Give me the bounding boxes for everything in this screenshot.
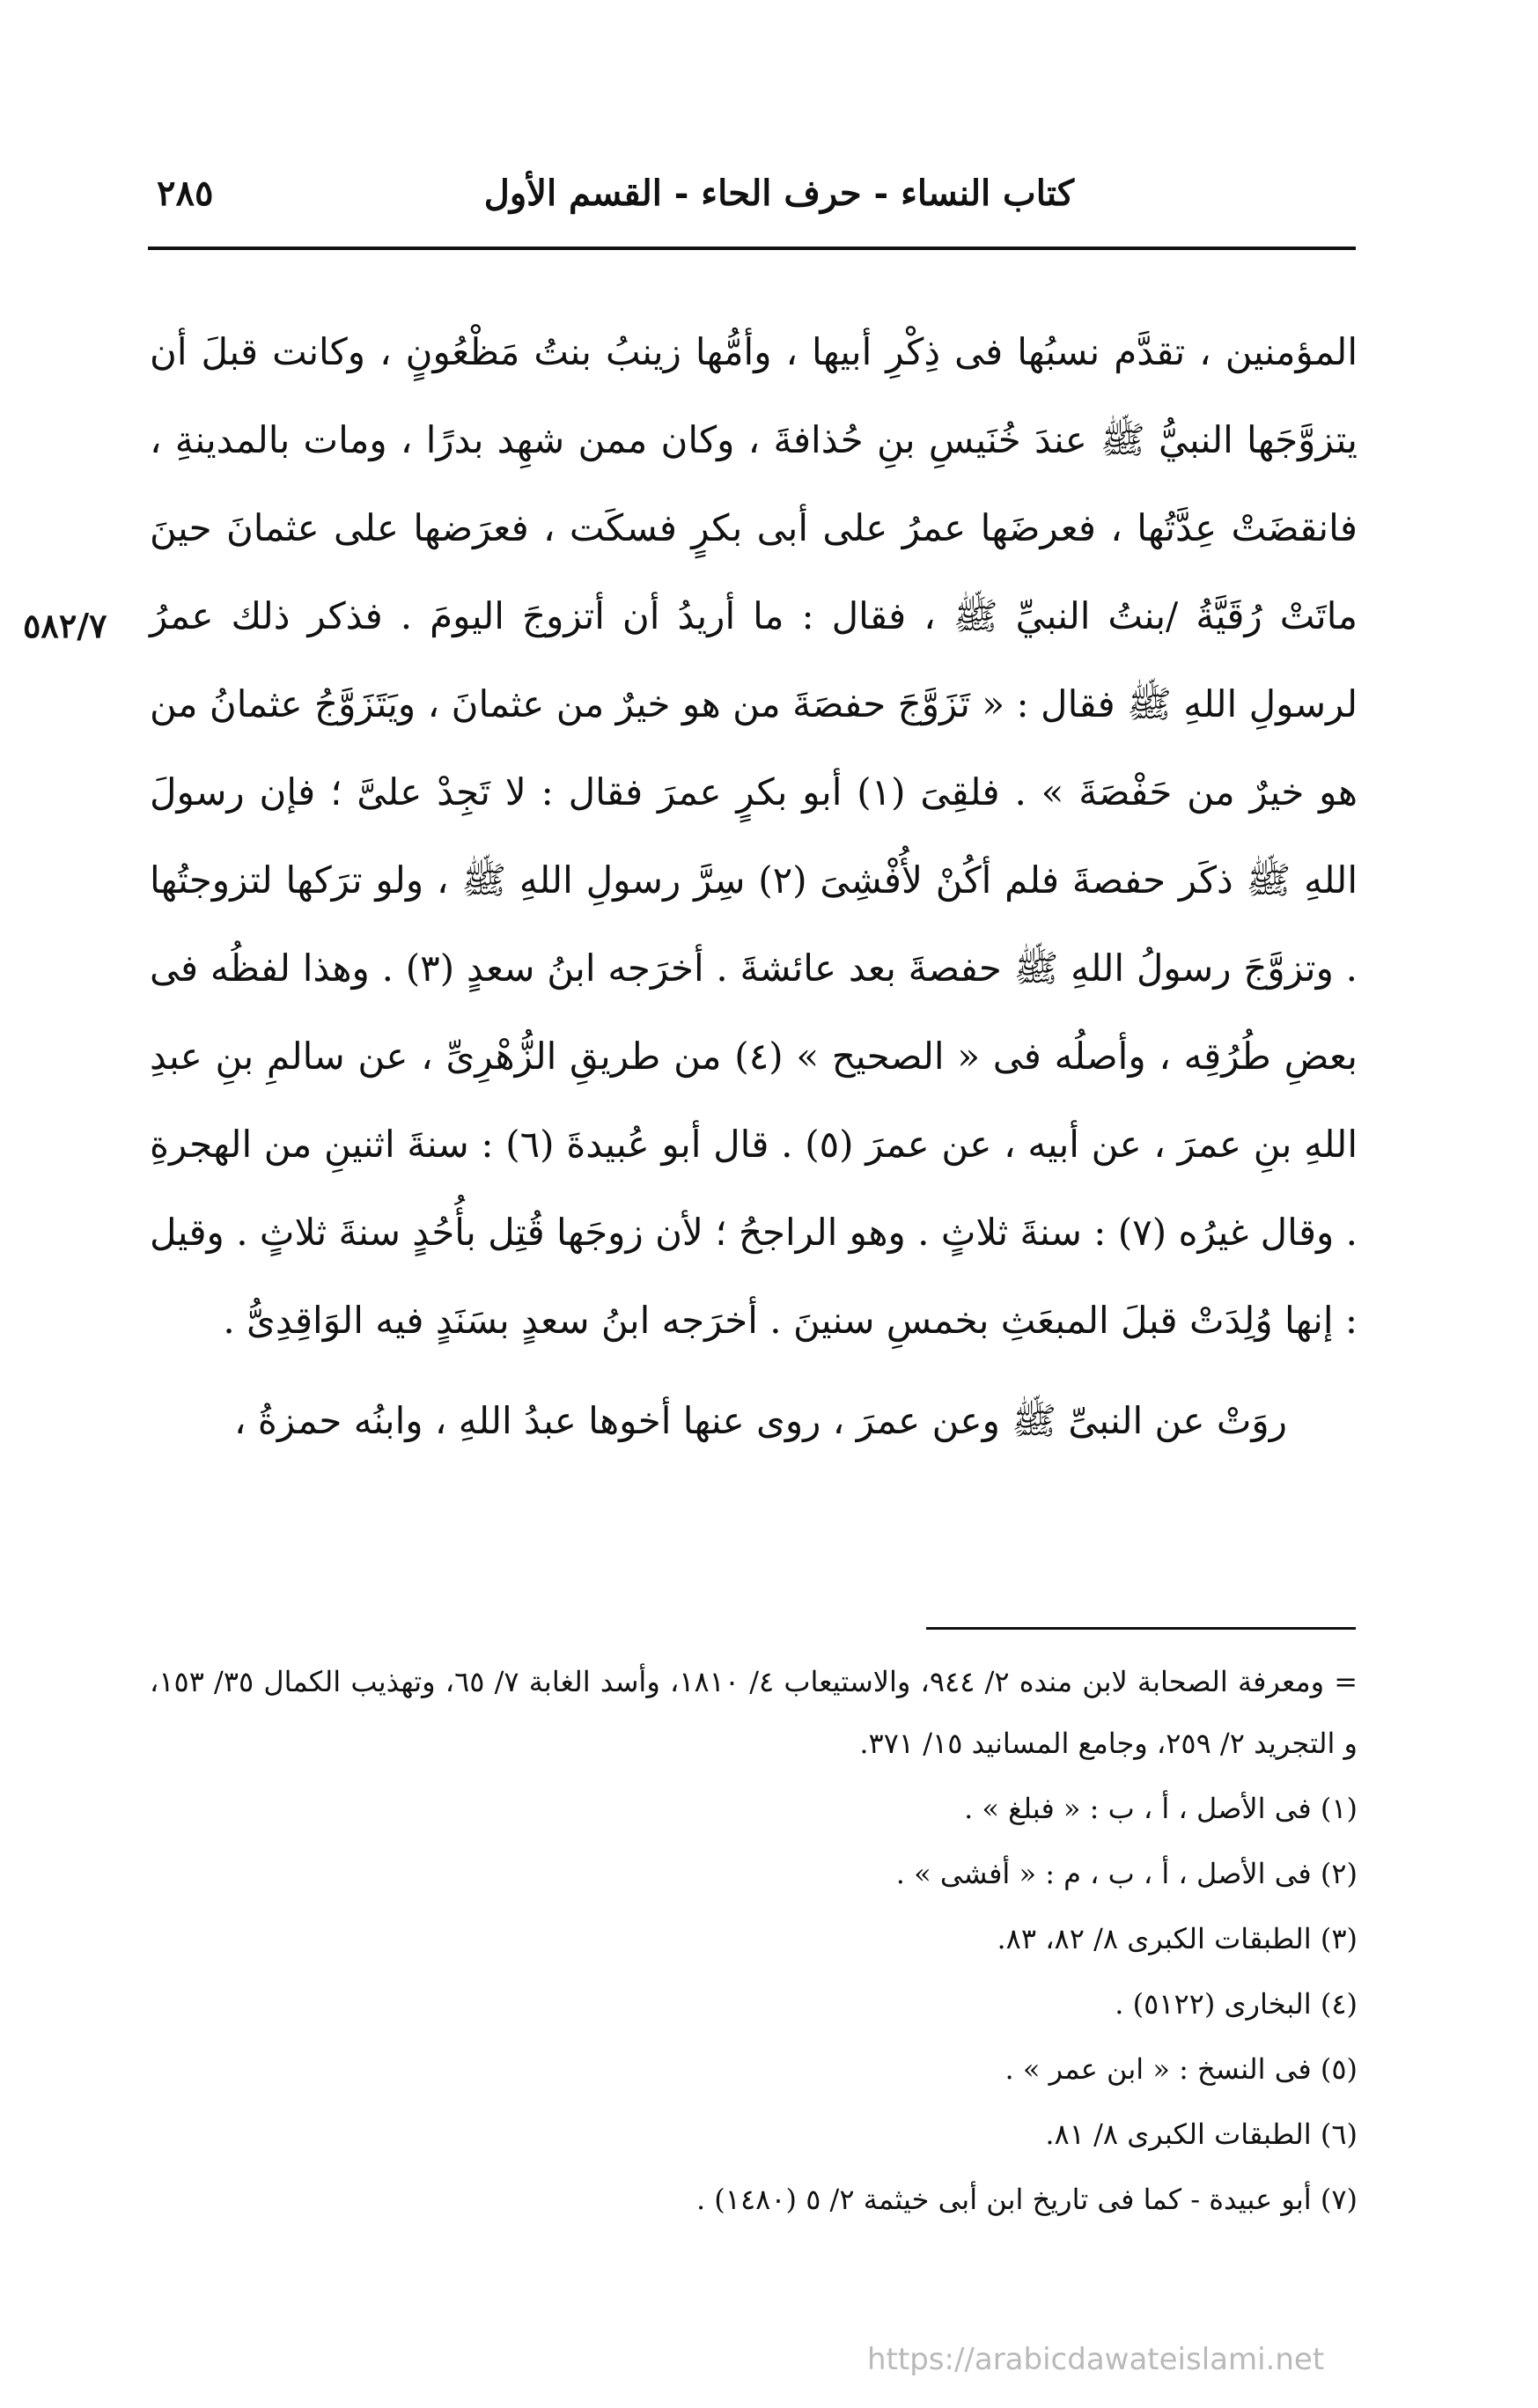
footnote-1: (١) فى الأصل ، أ ، ب : « فبلغ » .: [964, 1792, 1358, 1825]
running-title: كتاب النساء - حرف الحاء - القسم الأول: [483, 173, 1074, 214]
footnote-separator: [926, 1627, 1356, 1630]
watermark-url: https://arabicdawateislami.net: [867, 2342, 1325, 2377]
margin-volume-page-reference: ٥٨٢/٧: [23, 606, 107, 645]
main-text: [150, 308, 1358, 1465]
footnote-6: (٦) الطبقات الكبرى ٨/ ٨١.: [1045, 2117, 1358, 2151]
page-number: ٢٨٥: [157, 173, 214, 214]
body-paragraph-1: المؤمنين ، تقدَّم نسبُها فى ذِكْرِ أبيها ، وأمُّها زينبُ بنتُ مَظْعُونٍ ، وكانت قبلَ أن يتزوَّجَها النبيُّ ﷺ عندَ خُنَيسِ بنِ حُذافةَ ، وكان ممن شهِد بدرًا ، ومات بالمدينةِ ، فانقضَتْ عِدَّتُها ، فعرضَها عمرُ على أبى بكرٍ فسكَت ، فعرَضها على عثمانَ حينَ ماتَتْ رُقَيَّةُ /بنتُ النبيِّ ﷺ ، فقال : ما أريدُ أن أتزوجَ اليومَ . فذكر ذلك عمرُ لرسولِ اللهِ ﷺ فقال : « تَزَوَّجَ حفصَةَ من هو خيرٌ من عثمانَ ، ويَتَزَوَّجُ عثمانُ من هو خيرٌ من حَفْصَةَ » . فلقِىَ (١) أبو بكرٍ عمرَ فقال : لا تَجِدْ علىَّ ؛ فإن رسولَ اللهِ ﷺ ذكَر حفصةَ فلم أكُنْ لأُفْشِىَ (٢) سِرَّ رسولِ اللهِ ﷺ ، ولو ترَكها لتزوجتُها . وتزوَّجَ رسولُ اللهِ ﷺ حفصةَ بعد عائشةَ . أخرَجه ابنُ سعدٍ (٣) . وهذا لفظُه فى بعضِ طُرُقِه ، وأصلُه فى « الصحيح » (٤) من طريقِ الزُّهْرِىِّ ، عن سالمِ بنِ عبدِ اللهِ بنِ عمرَ ، عن أبيه ، عن عمرَ (٥) . قال أبو عُبيدةَ (٦) : سنةَ اثنينِ من الهجرةِ . وقال غيرُه (٧) : سنةَ ثلاثٍ . وهو الراجحُ ؛ لأن زوجَها قُتِل بأُحُدٍ سنةَ ثلاثٍ . وقيل : إنها وُلِدَتْ قبلَ المبعَثِ بخمسِ سنينَ . أخرَجه ابنُ سعدٍ بسَنَدٍ فيه الوَاقِدِىُّ .: [150, 330, 1358, 1342]
footnotes: [150, 1651, 1358, 2232]
footnote-7: (٧) أبو عبيدة - كما فى تاريخ ابن أبى خيثمة ٢/ ٥ (١٤٨٠) .: [695, 2183, 1358, 2216]
footnote-3: (٣) الطبقات الكبرى ٨/ ٨٢، ٨٣.: [997, 1922, 1358, 1955]
page-header: [141, 173, 1356, 234]
header-rule: [148, 247, 1356, 250]
body-paragraph-2: روَتْ عن النبىِّ ﷺ وعن عمرَ ، روى عنها أخوها عبدُ اللهِ ، وابنُه حمزةُ ،: [234, 1399, 1287, 1442]
footnote-4: (٤) البخارى (٥١٢٢) .: [1115, 1987, 1358, 2021]
footnote-5: (٥) فى النسخ : « ابن عمر » .: [1004, 2052, 1358, 2086]
footnote-continuation: = ومعرفة الصحابة لابن منده ٢/ ٩٤٤، والاستيعاب ٤/ ١٨١٠، وأسد الغابة ٧/ ٦٥، وتهذيب الكمال ٣٥/ ١٥٣، و التجريد ٢/ ٢٥٩، وجامع المسانيد ١٥/ ٣٧١.: [150, 1665, 1358, 1760]
footnote-2: (٢) فى الأصل ، أ ، ب ، م : « أفشى » .: [895, 1857, 1358, 1890]
